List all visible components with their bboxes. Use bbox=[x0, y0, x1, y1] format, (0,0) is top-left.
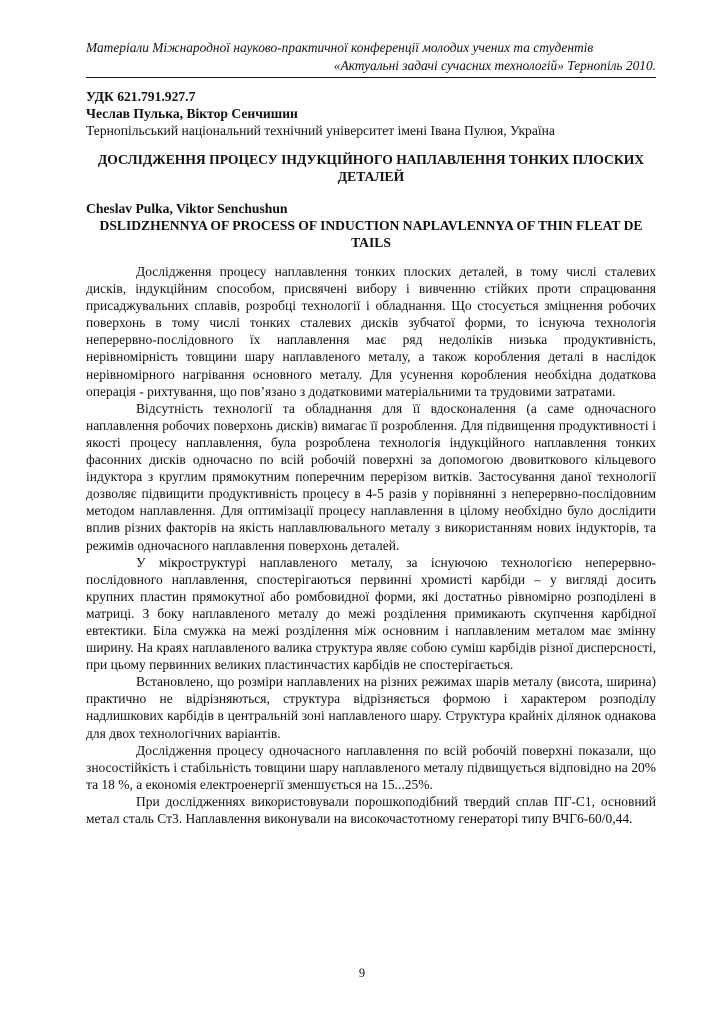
title-en: DSLIDZHENNYA OF PROCESS OF INDUCTION NAPLAVLENNYA OF THIN FLEAT DE TAILS bbox=[99, 218, 643, 250]
article-meta bbox=[86, 88, 656, 139]
authors-uk: Чеслав Пулька, Віктор Сенчишин bbox=[86, 106, 298, 121]
paragraph: Відсутність технології та обладнання для її вдосконалення (а саме одночасного наплавлення робочих поверхонь дисків) вимагає її розроблення. Для підвищення продуктивності і якості процесу наплавлення, була розроблена технологія індукційного наплавлення тонких фасонних дисків одночасно по всій робочій поверхні за допомогою двовиткового кільцевого індуктора з круглим прямокутним поперечним перерізом витків. Застосування даної технології дозволяє підвищити продуктивність процесу в 4-5 разів у порівнянні з неперервно-послідовним методом наплавлення. Для оптимізації процесу наплавлення в цілому необхідно було дослідити вплив різних факторів на якість наплавлювального металу з використанням нових індукторів, та режимів одночасного наплавлення поверхонь деталей. bbox=[86, 400, 656, 553]
page-number: 9 bbox=[358, 966, 366, 980]
affiliation: Тернопільський національний технічний університет імені Івана Пулюя, Україна bbox=[86, 123, 555, 138]
paragraph: Дослідження процесу наплавлення тонких плоских деталей, в тому числі сталевих дисків, індукційним способом, присвячені вибору і вивченню стійких проти спрацювання присаджувальних сплавів, розробці технології і обладнання. Що стосується зміцнення робочих поверхонь в тому числі тонких сталевих дисків зубчатої форми, то існуюча технологія неперервно-послідовного їх наплавлення має ряд недоліків низька продуктивність, нерівномірність товщини шару наплавленого металу, а також коробления деталі в наслідок нерівномірного нагрівання основного металу. Для усунення коробления необхідна додаткова операція - рихтування, що пов’язано з додатковими матеріальними та трудовими затратами. bbox=[86, 264, 656, 399]
authors-en: Cheslav Pulka, Viktor Senchushun bbox=[86, 201, 288, 216]
article-body bbox=[86, 263, 656, 827]
paragraph: Дослідження процесу одночасного наплавлення по всій робочій поверхні показали, що зносостійкість і стабільність товщини шару наплавленого металу підвищується відповідно на 20% та 18 %, а економія електроенергії зменшується на 15...25%. bbox=[86, 742, 656, 792]
paragraph: При дослідженнях використовували порошкоподібний твердий сплав ПГ-С1, основний метал сталь Ст3. Наплавлення виконували на високочастотному генераторі типу ВЧГ6-60/0,44. bbox=[86, 793, 656, 826]
english-block bbox=[86, 200, 656, 251]
header-line-1: Матеріали Міжнародної науково-практичної конференції молодих учених та студентів bbox=[86, 40, 594, 55]
paragraph: Встановлено, що розміри наплавлених на різних режимах шарів металу (висота, ширина) практично не відрізняються, структура відрізняється формою і характером розподілу надлишкових карбідів в центральній зоні наплавленого шару. Структура крайніх ділянок однакова для двох технологічних варіантів. bbox=[86, 674, 656, 741]
paragraph: У мікроструктурі наплавленого металу, за існуючою технологією неперервно-послідовного наплавлення, спостерігаються первинні хромисті карбіди – у вигляді досить крупних пластин прямокутної або ромбовидної форми, які достатньо рівномірно розподілені в матриці. З боку наплавленого металу до межі розділення примикають скупчення карбідної евтектики. Біла смужка на межі розділення між основним і наплавленим металом має змінну ширину. На краях наплавленого валика структура являє собою суміш карбідів різної дисперсності, при цьому первинних великих пластинчастих карбідів не спостерігається. bbox=[86, 554, 656, 673]
header-line-2: «Актуальні задачі сучасних технологій» Тернопіль 2010. bbox=[333, 58, 656, 73]
conference-header bbox=[86, 39, 656, 78]
udk-code: УДК 621.791.927.7 bbox=[86, 89, 196, 104]
title-uk: ДОСЛІДЖЕННЯ ПРОЦЕСУ ІНДУКЦІЙНОГО НАПЛАВЛЕННЯ ТОНКИХ ПЛОСКИХ ДЕТАЛЕЙ bbox=[97, 152, 645, 184]
